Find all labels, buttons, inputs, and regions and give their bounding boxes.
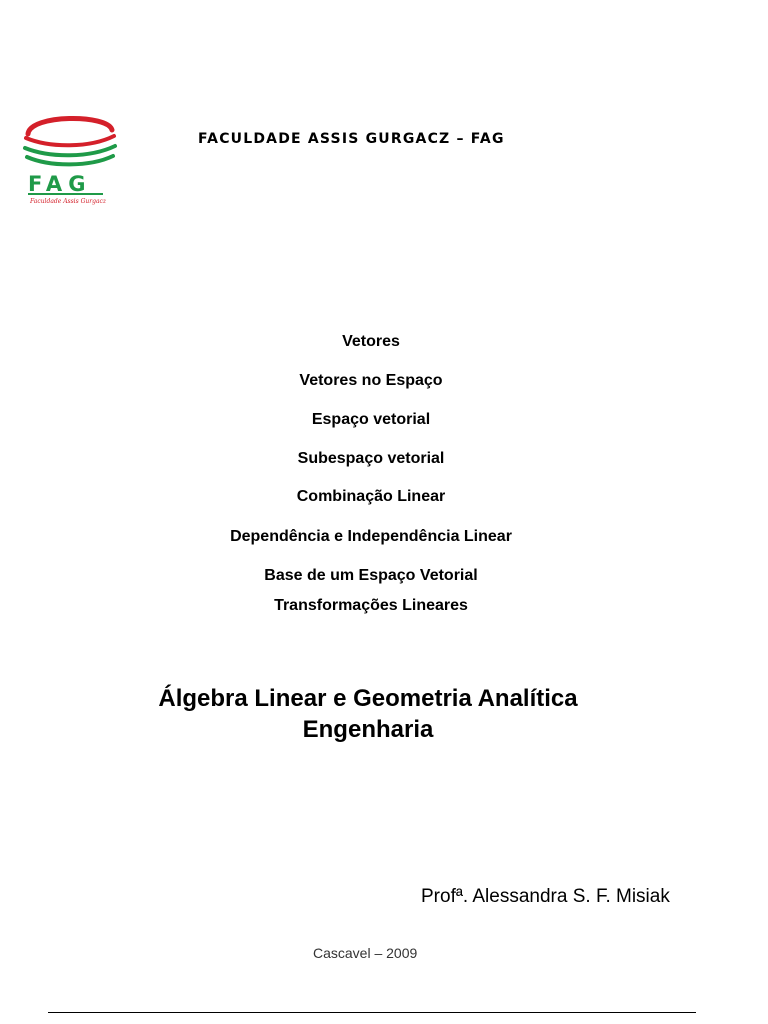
topic-item: Transformações Lineares	[274, 597, 468, 614]
footer-rule	[48, 1012, 696, 1013]
topic-item: Vetores no Espaço	[299, 372, 443, 389]
topic-item: Espaço vetorial	[311, 411, 431, 428]
author: Profª. Alessandra S. F. Misiak	[421, 886, 670, 907]
topic-item: Dependência e Independência Linear	[230, 528, 512, 545]
topic-item: Subespaço vetorial	[297, 450, 445, 467]
institution-name: FACULDADE ASSIS GURGACZ – FAG	[198, 131, 505, 147]
topic-item: Base de um Espaço Vetorial	[264, 567, 478, 584]
svg-text:FAG: FAG	[28, 172, 92, 196]
document-title: Álgebra Linear e Geometria Analítica	[158, 685, 578, 712]
document-subtitle: Engenharia	[302, 716, 434, 743]
topic-item: Vetores	[342, 333, 400, 350]
fag-logo	[20, 112, 120, 206]
place-year: Cascavel – 2009	[313, 945, 418, 961]
topic-item: Combinação Linear	[296, 488, 446, 505]
svg-text:Faculdade Assis Gurgacz: Faculdade Assis Gurgacz	[30, 198, 107, 205]
